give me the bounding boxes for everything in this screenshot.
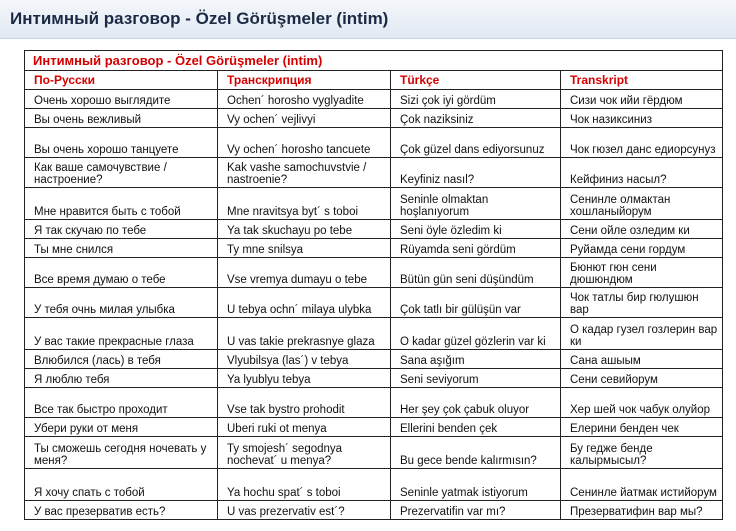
table-row (25, 109, 723, 128)
transcription-cell: Ya lyublyu tebya (218, 369, 391, 388)
transcription-cell: U vas prezervativ est´? (218, 501, 391, 520)
turkish-cell: Rüyamda seni gördüm (391, 239, 561, 258)
turkish-cell: Seni seviyorum (391, 369, 561, 388)
russian-cell: Влюбился (лась) в тебя (25, 350, 218, 369)
russian-cell: Все время думаю о тебе (25, 258, 218, 288)
table-body (25, 90, 723, 520)
page-header (0, 0, 736, 39)
russian-cell: Я люблю тебя (25, 369, 218, 388)
table-row (25, 501, 723, 520)
transkript-cell: Сенинле йатмак истийорум (561, 469, 723, 501)
transcription-cell: Vy ochen´ vejlivyi (218, 109, 391, 128)
table-caption: Интимный разговор - Özel Görüşmeler (intim) (25, 51, 723, 71)
russian-cell: Вы очень вежливый (25, 109, 218, 128)
turkish-cell: O kadar güzel gözlerin var ki (391, 318, 561, 350)
table-row (25, 90, 723, 109)
transkript-cell: О кадар гузел гозлерин вар ки (561, 318, 723, 350)
russian-cell: Я хочу спать с тобой (25, 469, 218, 501)
transcription-cell: Ochen´ horosho vyglyadite (218, 90, 391, 109)
transkript-cell: Сенинле олмактан хошланыйорум (561, 188, 723, 220)
turkish-cell: Çok tatlı bir gülüşün var (391, 288, 561, 318)
russian-cell: Все так быстро проходит (25, 388, 218, 418)
russian-cell: Вы очень хорошо танцуете (25, 128, 218, 158)
table-row (25, 258, 723, 288)
turkish-cell: Seninle olmaktan hoşlanıyorum (391, 188, 561, 220)
turkish-cell: Seni öyle özledim ki (391, 220, 561, 239)
transkript-cell: Елерини бенден чек (561, 418, 723, 437)
transkript-cell: Чок назиксиниз (561, 109, 723, 128)
turkish-cell: Sana aşığım (391, 350, 561, 369)
table-row (25, 318, 723, 350)
page-title: Интимный разговор - Özel Görüşmeler (intim) (10, 9, 389, 28)
transkript-cell: Бюнют гюн сени дюшюндюм (561, 258, 723, 288)
table-row (25, 220, 723, 239)
russian-cell: У тебя очнь милая улыбка (25, 288, 218, 318)
transcription-cell: Mne nravitsya byt´ s toboi (218, 188, 391, 220)
transcription-cell: Kak vashe samochuvstvie / nastroenie? (218, 158, 391, 188)
russian-cell: Ты сможешь сегодня ночевать у меня? (25, 437, 218, 469)
russian-cell: Мне нравится быть с тобой (25, 188, 218, 220)
table-header-row (25, 71, 723, 90)
russian-cell: Ты мне снился (25, 239, 218, 258)
transcription-cell: Uberi ruki ot menya (218, 418, 391, 437)
table-row (25, 188, 723, 220)
transkript-cell: Сана ашыым (561, 350, 723, 369)
transkript-cell: Сени севийорум (561, 369, 723, 388)
turkish-cell: Bu gece bende kalırmısın? (391, 437, 561, 469)
table-row (25, 437, 723, 469)
transkript-cell: Хер шей чок чабук олуйор (561, 388, 723, 418)
transkript-cell: Презерватифин вар мы? (561, 501, 723, 520)
turkish-cell: Prezervatifin var mı? (391, 501, 561, 520)
table-row (25, 369, 723, 388)
turkish-cell: Ellerini benden çek (391, 418, 561, 437)
transcription-cell: Ty smojesh´ segodnya nochevat´ u menya? (218, 437, 391, 469)
transkript-cell: Чок татлы бир гюлушюн вар (561, 288, 723, 318)
table-row (25, 469, 723, 501)
transcription-cell: Vse tak bystro prohodit (218, 388, 391, 418)
table-row (25, 128, 723, 158)
turkish-cell: Keyfiniz nasıl? (391, 158, 561, 188)
header-russian: По-Русски (25, 71, 218, 90)
transcription-cell: U vas takie prekrasnye glaza (218, 318, 391, 350)
russian-cell: У вас презерватив есть? (25, 501, 218, 520)
russian-cell: Очень хорошо выглядите (25, 90, 218, 109)
transcription-cell: Vlyubilsya (las´) v tebya (218, 350, 391, 369)
turkish-cell: Sizi çok iyi gördüm (391, 90, 561, 109)
header-transkript: Transkript (561, 71, 723, 90)
transkript-cell: Бу гедже бенде калырмысыл? (561, 437, 723, 469)
transkript-cell: Сени ойле озледим ки (561, 220, 723, 239)
turkish-cell: Seninle yatmak istiyorum (391, 469, 561, 501)
russian-cell: Я так скучаю по тебе (25, 220, 218, 239)
header-transcription: Транскрипция (218, 71, 391, 90)
phrasebook-table (24, 50, 723, 520)
russian-cell: У вас такие прекрасные глаза (25, 318, 218, 350)
table-row (25, 239, 723, 258)
phrasebook-table-container (24, 50, 722, 520)
russian-cell: Как ваше самочувствие / настроение? (25, 158, 218, 188)
table-caption-row (25, 51, 723, 71)
turkish-cell: Çok naziksiniz (391, 109, 561, 128)
russian-cell: Убери руки от меня (25, 418, 218, 437)
transcription-cell: Vse vremya dumayu o tebe (218, 258, 391, 288)
transkript-cell: Руйамда сени гордум (561, 239, 723, 258)
turkish-cell: Bütün gün seni düşündüm (391, 258, 561, 288)
transkript-cell: Кейфиниз насыл? (561, 158, 723, 188)
turkish-cell: Her şey çok çabuk oluyor (391, 388, 561, 418)
table-row (25, 288, 723, 318)
table-row (25, 350, 723, 369)
table-row (25, 388, 723, 418)
transcription-cell: Ty mne snilsya (218, 239, 391, 258)
table-row (25, 418, 723, 437)
transcription-cell: Ya hochu spat´ s toboi (218, 469, 391, 501)
transcription-cell: Vy ochen´ horosho tancuete (218, 128, 391, 158)
transkript-cell: Чок гюзел данс едиорсунуз (561, 128, 723, 158)
transkript-cell: Сизи чок ийи гёрдюм (561, 90, 723, 109)
turkish-cell: Çok güzel dans ediyorsunuz (391, 128, 561, 158)
transcription-cell: U tebya ochn´ milaya ulybka (218, 288, 391, 318)
table-row (25, 158, 723, 188)
header-turkish: Türkçe (391, 71, 561, 90)
transcription-cell: Ya tak skuchayu po tebe (218, 220, 391, 239)
